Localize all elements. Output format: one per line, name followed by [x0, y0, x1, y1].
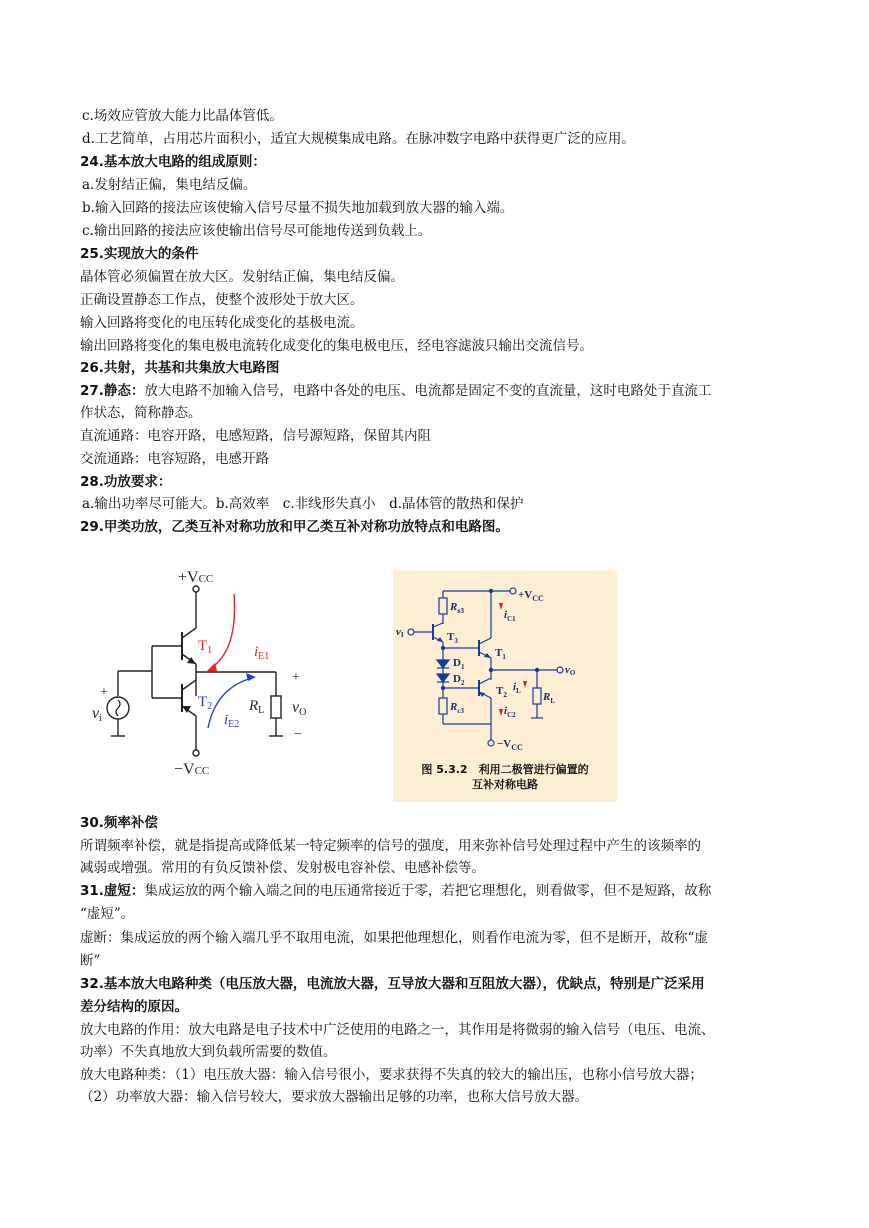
vi-sub: i: [99, 713, 102, 724]
heading-31-text: 集成运放的两个输入端之间的电压通常接近于零，若把它理想化，则看做零，但不是短路，故称: [144, 883, 712, 899]
rl-label: R: [249, 698, 259, 714]
heading-31: [80, 882, 711, 900]
heading-25: 25.实现放大的条件: [80, 246, 199, 262]
il-label: i: [513, 681, 517, 693]
vo-label: v: [292, 699, 300, 716]
text-line: 放大电路种类：（1）电压放大器：输入信号很小，要求获得不失真的较大的输出压，也称小信号放大器；: [80, 1067, 703, 1083]
svg-text:T1: [198, 638, 212, 656]
vcc-neg-label: −V: [497, 738, 512, 750]
vo-minus-label: −: [294, 727, 302, 742]
vi-plus-label: +: [100, 685, 108, 700]
t2-sub: 2: [207, 701, 213, 712]
svg-text:+VCC: [178, 569, 213, 586]
heading-30: 30.频率补偿: [80, 815, 158, 831]
vi-label: v: [396, 626, 401, 638]
text-line: 虚断：集成运放的两个输入端几乎不取用电流，如果把他理想化，则看作电流为零，但不是断开，故称“虚: [80, 930, 708, 946]
svg-text:vO: [292, 699, 306, 718]
svg-text:iC2: [504, 705, 516, 719]
figure-caption-line2: 互补对称电路: [472, 778, 538, 791]
vo-sub: O: [299, 707, 307, 718]
text-line: “虚短”。: [80, 906, 135, 922]
text-line: 功率）不失真地放大到负载所需要的数值。: [80, 1044, 337, 1060]
svg-text:T3: [447, 631, 458, 645]
text-line: 放大电路的作用：放大电路是电子技术中广泛使用的电路之一，其作用是将微弱的输入信号（电压、电流、: [80, 1022, 715, 1038]
push-pull-circuit-diagram: [86, 560, 326, 790]
heading-27-label: 27.静态：: [80, 383, 145, 399]
t2-label: T: [496, 685, 504, 697]
figure-caption-line1: 图 5.3.2 利用二极管进行偏置的: [421, 763, 589, 776]
rc3-sub: c3: [457, 707, 464, 715]
re3-label: R: [450, 601, 458, 613]
svg-text:iL: [513, 681, 521, 695]
rl-label: R: [543, 691, 551, 703]
rl-sub: L: [258, 705, 265, 716]
svg-text:Rc3: [449, 701, 464, 715]
heading-31-label: 31.虚短：: [80, 883, 145, 899]
text-line: 交流通路：电容短路，电感开路: [80, 451, 269, 467]
svg-text:+VCC: [518, 589, 544, 603]
text-line: （2）功率放大器：输入信号较大，要求放大器输出足够的功率，也称大信号放大器。: [80, 1089, 589, 1105]
t1-label: T: [198, 638, 208, 654]
vcc-neg-label: −V: [174, 761, 195, 778]
svg-text:T1: [495, 647, 506, 661]
diode-bias-circuit-figure: [393, 570, 617, 802]
svg-text:RL: [542, 691, 555, 705]
text-line: 晶体管必须偏置在放大区。发射结正偏，集电结反偏。: [80, 269, 404, 285]
text-line: 输出回路将变化的集电极电流转化成变化的集电极电压，经电容滤波只输出交流信号。: [80, 338, 593, 354]
vi-label: v: [92, 705, 100, 722]
rc3-label: R: [450, 701, 458, 713]
ic2-sub: C2: [507, 711, 516, 719]
diode-bias-circuit-diagram: [393, 570, 617, 760]
text-line: c.输出回路的接法应该使输出信号尽可能地传送到负载上。: [82, 223, 432, 239]
d2-sub: 2: [460, 679, 465, 687]
vo-sub: O: [569, 669, 576, 677]
ic1-label: i: [504, 609, 508, 621]
text-line: 输入回路将变化的电压转化成变化的基极电流。: [80, 315, 364, 331]
vcc-neg-sub: CC: [511, 743, 523, 752]
push-pull-circuit-figure: [86, 560, 326, 790]
vcc-pos-sub: CC: [198, 573, 214, 585]
heading-26: 26.共射，共基和共集放大电路图: [80, 360, 280, 376]
svg-text:T2: [198, 694, 212, 712]
il-sub: L: [516, 687, 521, 695]
rl-sub: L: [550, 697, 556, 705]
t3-label: T: [447, 631, 455, 643]
svg-text:Re3: [449, 601, 464, 615]
svg-text:vi: [92, 705, 102, 724]
text-line: 所谓频率补偿，就是指提高或降低某一特定频率的信号的强度，用来弥补信号处理过程中产生的该频率的: [80, 838, 701, 854]
text-line: 直流通路：电容开路，电感短路，信号源短路，保留其内阻: [80, 428, 431, 444]
heading-27-text: 放大电路不加输入信号，电路中各处的电压、电流都是固定不变的直流量，这时电路处于直流工: [144, 383, 712, 399]
text-line: a.发射结正偏，集电结反偏。: [82, 177, 257, 193]
ic2-label: i: [504, 705, 508, 717]
text-line: b.输入回路的接法应该使输入信号尽量不损失地加载到放大器的输入端。: [82, 200, 514, 216]
svg-text:T2: [496, 685, 507, 699]
heading-24: 24.基本放大电路的组成原则：: [80, 154, 266, 170]
svg-text:iE1: [254, 644, 269, 662]
vcc-neg-sub: CC: [194, 765, 210, 777]
text-line: d.工艺简单，占用芯片面积小，适宜大规模集成电路。在脉冲数字电路中获得更广泛的应用。: [82, 131, 635, 147]
text-line: a.输出功率尽可能大。b.高效率 c.非线形失真小 d.晶体管的散热和保护: [82, 496, 524, 512]
svg-text:iC1: [504, 609, 516, 623]
ic1-sub: C1: [507, 615, 516, 623]
heading-29: 29.甲类功放，乙类互补对称功放和甲乙类互补对称功放特点和电路图。: [80, 519, 509, 535]
svg-text:iE2: [224, 712, 239, 730]
svg-text:−VCC: [174, 761, 209, 778]
svg-text:D2: [453, 673, 465, 687]
t3-sub: 3: [454, 637, 458, 645]
svg-text:RL: [248, 698, 264, 716]
svg-text:−VCC: [497, 738, 523, 752]
text-line: 正确设置静态工作点，使整个波形处于放大区。: [80, 292, 364, 308]
heading-27: [80, 382, 711, 400]
heading-32-cont: 差分结构的原因。: [80, 999, 188, 1015]
svg-text:vO: [565, 664, 576, 677]
vo-plus-label: +: [292, 670, 300, 685]
re3-sub: e3: [457, 607, 464, 615]
vcc-pos-sub: CC: [532, 594, 544, 603]
d1-sub: 1: [460, 663, 465, 671]
d2-label: D: [453, 673, 461, 685]
t2-sub: 2: [503, 691, 507, 699]
heading-32: 32.基本放大电路种类（电压放大器，电流放大器，互导放大器和互阻放大器），优缺点，特别是广泛采用: [80, 976, 705, 992]
vi-sub: I: [400, 631, 404, 639]
ie1-sub: E1: [258, 651, 270, 662]
text-line: 作状态，简称静态。: [80, 405, 202, 421]
vo-label: v: [565, 664, 570, 676]
svg-text:D1: [453, 657, 465, 671]
heading-28: 28.功放要求：: [80, 474, 172, 490]
d1-label: D: [453, 657, 461, 669]
vcc-pos-label: +V: [178, 569, 199, 586]
svg-text:vI: [396, 626, 404, 639]
text-line: c.场效应管放大能力比晶体管低。: [82, 108, 283, 124]
t1-sub: 1: [502, 653, 506, 661]
ie1-label: i: [254, 644, 259, 660]
t2-label: T: [198, 694, 208, 710]
vcc-pos-label: +V: [518, 589, 533, 601]
ie2-label: i: [224, 712, 229, 728]
text-line: 减弱或增强。常用的有负反馈补偿、发射极电容补偿、电感补偿等。: [80, 860, 485, 876]
t1-label: T: [495, 647, 503, 659]
ie2-sub: E2: [228, 719, 240, 730]
t1-sub: 1: [207, 645, 213, 656]
text-line: 断”: [80, 953, 101, 969]
